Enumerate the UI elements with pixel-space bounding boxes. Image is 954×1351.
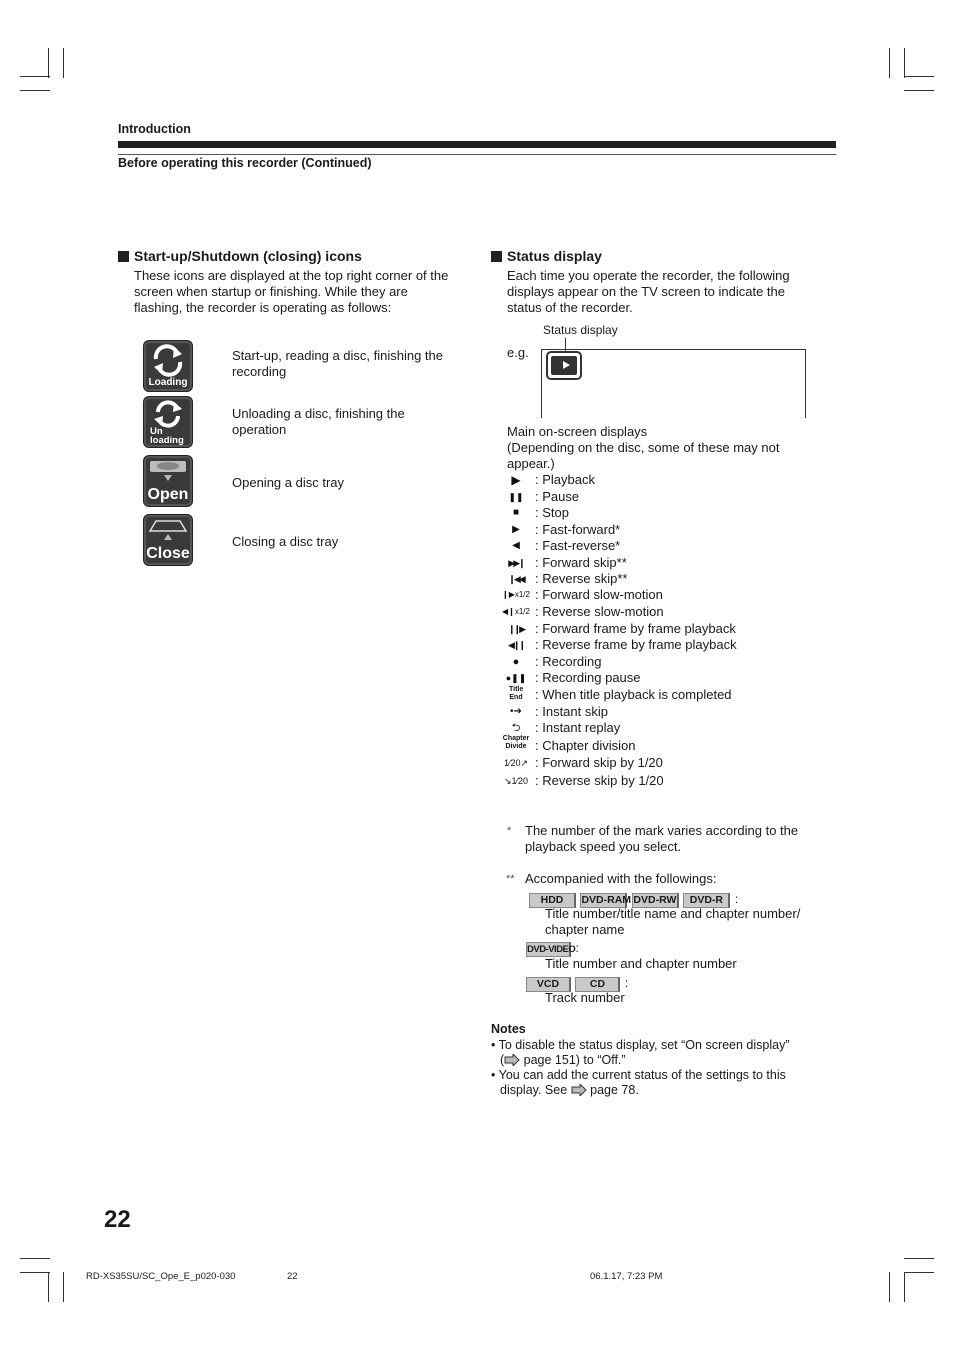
section-title: Introduction [118,122,191,136]
page-number: 22 [104,1206,131,1233]
recording-pause-icon: ●❚❚ [505,673,527,683]
status-row-text: : Instant skip [535,704,608,719]
loading-icon [143,340,193,392]
reverse-slow-icon: ◀❙x1/2 [502,607,530,616]
tray-open-graphic-icon [144,458,192,484]
status-row-text: : Pause [535,489,580,504]
status-heading [491,248,602,264]
loading-arrows-icon [144,343,192,377]
crop-mark [48,1272,49,1302]
crop-mark [63,48,64,78]
footer-page: 22 [287,1271,298,1282]
status-row-text: : Fast-reverse* [535,538,621,553]
pause-icon: ❚❚ [508,492,524,502]
bullet-square-icon [491,251,502,262]
status-intro: Each time you operate the recorder, the following displays appear on the TV screen to indicate the status of the recorder. [507,268,790,315]
status-row-text: : Forward skip by 1/20 [535,755,663,770]
status-display-sample [546,351,582,380]
group3-text: Track number [545,990,625,1005]
crop-mark [63,1272,64,1302]
page-reference-arrow-icon [571,1084,587,1096]
forward-frame-icon: ❙❙▶ [507,624,524,634]
crop-mark [889,48,890,78]
crop-mark [889,1272,890,1302]
group1-colon: : [734,892,739,906]
crop-mark [904,1258,934,1259]
tray-close-graphic-icon [144,517,192,543]
status-row-text: : Stop [535,505,569,520]
status-heading-text: Status display [507,248,602,264]
status-row-text: : When title playback is completed [535,687,732,702]
disc-badges-group2 [526,939,579,957]
group2-colon: : [575,941,579,955]
forward-skip-20-icon: 1⁄20↗ [503,758,529,768]
unloading-arrows-icon [144,399,192,429]
play-icon [555,357,577,373]
group3-colon: : [624,976,629,990]
crop-mark [904,90,934,91]
status-row-text: : Recording [535,654,602,669]
play-status-box [551,356,577,375]
note-1-suffix: page 151) to “Off.” [520,1053,626,1067]
open-desc: Opening a disc tray [232,475,345,490]
footnote2-mark: ** [506,873,515,885]
main-displays-heading: Main on-screen displays [507,424,648,439]
vcd-badge: VCD [526,977,571,992]
dvd-rw-badge: DVD-RW [632,893,679,908]
note-2-prefix: display. See [500,1083,571,1097]
footnote1-text: The number of the mark varies according to the playback speed you select. [525,823,799,854]
footnote2-text: Accompanied with the followings: [525,871,717,886]
footer-file: RD-XS35SU/SC_Ope_E_p020-030 [86,1271,236,1282]
eg-label: e.g. [507,345,529,360]
status-callout-label: Status display [543,323,618,337]
page-reference-arrow-icon [504,1054,520,1066]
crop-mark [904,76,934,77]
close-desc: Closing a disc tray [232,534,339,549]
crop-mark [48,48,49,78]
close-label: Close [146,545,190,562]
playback-icon: ▶ [511,473,521,487]
status-row-text: : Reverse skip by 1/20 [535,773,664,788]
status-row-text: : Reverse slow-motion [535,604,664,619]
open-label: Open [147,486,189,503]
title-end-icon: Title End [509,686,524,701]
instant-replay-icon: ⮌ [511,722,521,734]
unloading-label: Un loading [150,426,184,446]
status-row-text: : Instant replay [535,720,621,735]
reverse-skip-icon: ❙◀◀ [508,574,524,584]
instant-skip-icon: •➔ [510,706,522,717]
forward-skip-icon: ▶▶❙ [508,558,524,568]
status-row-text: : Reverse skip** [535,571,628,586]
open-tray-icon [143,455,193,507]
header-rule [118,141,836,148]
bullet-square-icon [118,251,129,262]
startup-intro: These icons are displayed at the top right corner of the screen when startup or finishing. While they are flashing, the recorder is operating as follows: [134,268,449,315]
note-2-line-2 [500,1083,639,1098]
footnote1-mark: * [507,825,512,837]
crop-mark [20,1258,50,1259]
note-2-suffix: page 78. [586,1083,639,1097]
status-row-text: : Fast-forward* [535,522,621,537]
status-row-text: : Chapter division [535,738,636,753]
footer-date: 06.1.17, 7:23 PM [590,1271,663,1282]
unloading-desc: Unloading a disc, finishing the operation [232,406,405,437]
recording-icon: ● [512,656,520,668]
stop-icon: ■ [512,507,520,518]
notes-heading: Notes [491,1022,526,1036]
crop-mark [904,48,905,78]
status-row-text: : Reverse frame by frame playback [535,637,737,652]
hdd-badge: HDD [529,893,576,908]
reverse-skip-20-icon: ↘1⁄20 [503,776,529,786]
loading-desc: Start-up, reading a disc, finishing the recording [232,348,444,379]
crop-mark [20,1272,50,1273]
crop-mark [904,1272,905,1302]
forward-slow-icon: ❙▶x1/2 [502,590,530,599]
note-1-line-1: • To disable the status display, set “On screen display” [491,1038,790,1052]
note-1-line-2 [500,1053,626,1068]
startup-heading-text: Start-up/Shutdown (closing) icons [134,248,362,264]
startup-heading [118,248,362,264]
crop-mark [904,1272,934,1273]
status-row-text: : Recording pause [535,670,641,685]
main-displays-note: (Depending on the disc, some of these may not appear.) [507,440,780,471]
note-2-line-1: • You can add the current status of the settings to this [491,1068,786,1082]
dvd-r-badge: DVD-R [683,893,730,908]
group2-text: Title number and chapter number [545,956,737,971]
crop-mark [20,76,50,77]
note-1-prefix: ( [500,1053,505,1067]
status-row-text: : Forward frame by frame playback [535,621,736,636]
header-thin-rule [118,154,836,155]
crop-mark [20,90,50,91]
page-subtitle: Before operating this recorder (Continued) [118,156,372,170]
chapter-divide-icon: Chapter Divide [502,735,530,750]
dvd-ram-badge: DVD-RAM [581,894,632,906]
close-tray-icon [143,514,193,566]
status-row-text: : Playback [535,472,595,487]
unloading-icon [143,396,193,448]
fast-forward-icon: ▶ [512,524,520,535]
loading-label: Loading [148,377,188,388]
group1-text: Title number/title name and chapter number/ chapter name [545,906,801,937]
status-row-text: : Forward slow-motion [535,587,663,602]
fast-reverse-icon: ◀ [512,540,520,551]
dvd-video-badge: DVD-VIDEO [527,944,576,955]
cd-badge: CD [575,977,620,992]
status-row-text: : Forward skip** [535,555,627,570]
reverse-frame-icon: ◀❙❙ [507,640,524,650]
